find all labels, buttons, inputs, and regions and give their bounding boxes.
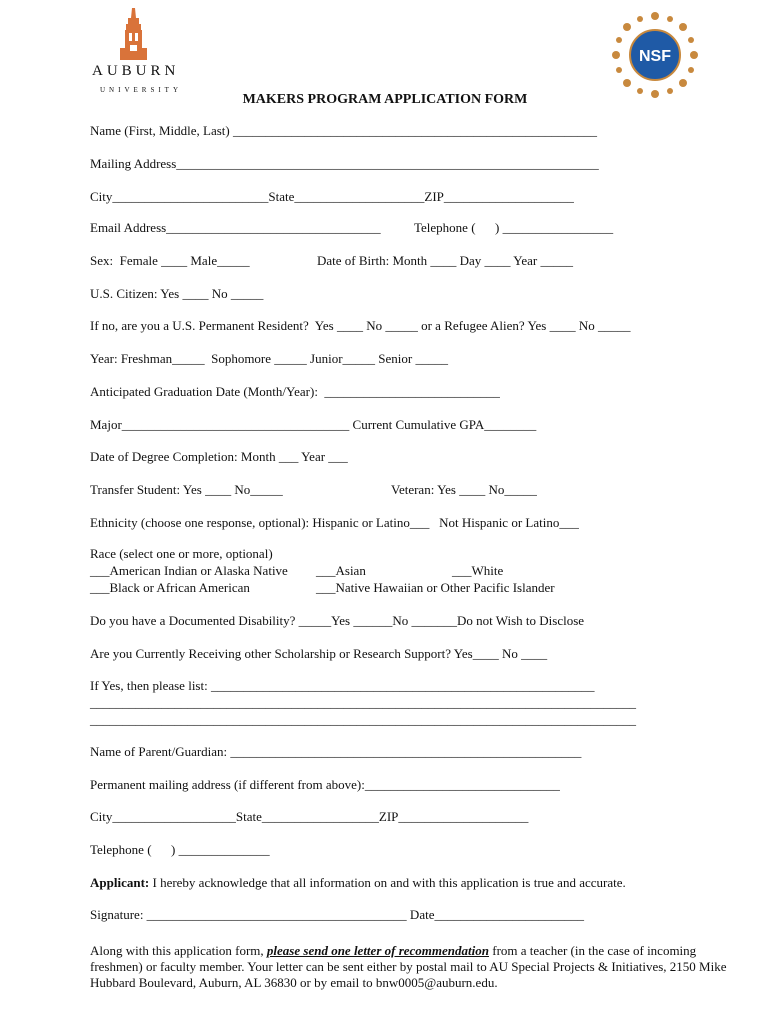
if-yes-list-field[interactable]: If Yes, then please list: ___________________________________________________________ [90, 678, 595, 693]
veteran-field[interactable]: Veteran: Yes ____ No_____ [391, 482, 537, 497]
permanent-address-field[interactable]: Permanent mailing address (if different from above):______________________________ [90, 777, 560, 792]
nsf-logo-text: NSF [639, 48, 671, 65]
sex-field[interactable]: Sex: Female ____ Male_____ [90, 253, 250, 268]
disability-field[interactable]: Do you have a Documented Disability? _____Yes ______No _______Do not Wish to Disclose [90, 613, 585, 628]
signature-field[interactable]: Signature: ________________________________________ Date_______________________ [90, 907, 584, 922]
date-of-birth-field[interactable]: Date of Birth: Month ____ Day ____ Year _____ [317, 253, 574, 268]
attestation-text: I hereby acknowledge that all information on and with this application is true and accurate. [149, 875, 626, 890]
mailing-address-field[interactable]: Mailing Address_________________________________________________________________ [90, 156, 599, 171]
blank-line[interactable]: ____________________________________________________________________________________ [90, 712, 636, 727]
auburn-logo [92, 8, 184, 98]
race-option-black[interactable]: ___Black or African American [90, 580, 250, 595]
transfer-student-field[interactable]: Transfer Student: Yes ____ No_____ [90, 482, 283, 497]
university-name: AUBURN [92, 63, 180, 79]
nsf-logo [612, 12, 698, 98]
telephone-field-2[interactable]: Telephone ( ) ______________ [90, 842, 270, 857]
note-emphasis: please send one letter of recommendation [266, 943, 489, 958]
attestation-label: Applicant: [90, 875, 150, 890]
race-option-american-indian[interactable]: ___American Indian or Alaska Native [90, 563, 288, 578]
tower-icon [92, 8, 184, 68]
permanent-resident-field[interactable]: If no, are you a U.S. Permanent Resident? Yes ____ No _____ or a Refugee Alien? Yes ____ No _____ [90, 318, 631, 333]
race-heading: Race (select one or more, optional) [90, 546, 273, 561]
name-field[interactable]: Name (First, Middle, Last) ________________________________________________________ [90, 123, 597, 138]
university-subtitle: UNIVERSITY [100, 86, 182, 94]
race-option-asian[interactable]: ___Asian [316, 563, 366, 578]
note-part1: Along with this application form, [90, 943, 267, 958]
attestation [90, 875, 626, 891]
note-part2: from a teacher (in the case of incoming freshmen) or faculty member. Your letter can be sent either by postal mail to AU Special Projects & Initiatives, 2150 Mike Hubbard Boulevard, Auburn, AL 36830 or by email to bnw0005@auburn.edu. [90, 943, 727, 990]
scholarship-field[interactable]: Are you Currently Receiving other Scholarship or Research Support? Yes____ No ____ [90, 646, 548, 661]
form-title: MAKERS PROGRAM APPLICATION FORM [242, 92, 528, 107]
recommendation-note [90, 943, 746, 991]
email-field[interactable]: Email Address_________________________________ [90, 220, 381, 235]
city-state-zip-field-2[interactable]: City___________________State__________________ZIP____________________ [90, 809, 529, 824]
city-state-zip-field[interactable]: City________________________State____________________ZIP____________________ [90, 189, 574, 204]
nsf-seal-icon [612, 12, 698, 98]
graduation-date-field[interactable]: Anticipated Graduation Date (Month/Year): ___________________________ [90, 384, 500, 399]
degree-completion-field[interactable]: Date of Degree Completion: Month ___ Year ___ [90, 449, 348, 464]
race-option-pacific-islander[interactable]: ___Native Hawaiian or Other Pacific Islander [316, 580, 555, 595]
major-gpa-field[interactable]: Major___________________________________ Current Cumulative GPA________ [90, 417, 537, 432]
parent-guardian-field[interactable]: Name of Parent/Guardian: ______________________________________________________ [90, 744, 582, 759]
blank-line[interactable]: ____________________________________________________________________________________ [90, 695, 636, 710]
ethnicity-field[interactable]: Ethnicity (choose one response, optional): Hispanic or Latino___ Not Hispanic or Latino___ [90, 515, 579, 530]
telephone-field[interactable]: Telephone ( ) _________________ [414, 220, 614, 235]
year-field[interactable]: Year: Freshman_____ Sophomore _____ Junior_____ Senior _____ [90, 351, 448, 366]
race-option-white[interactable]: ___White [452, 563, 504, 578]
citizen-field[interactable]: U.S. Citizen: Yes ____ No _____ [90, 286, 264, 301]
